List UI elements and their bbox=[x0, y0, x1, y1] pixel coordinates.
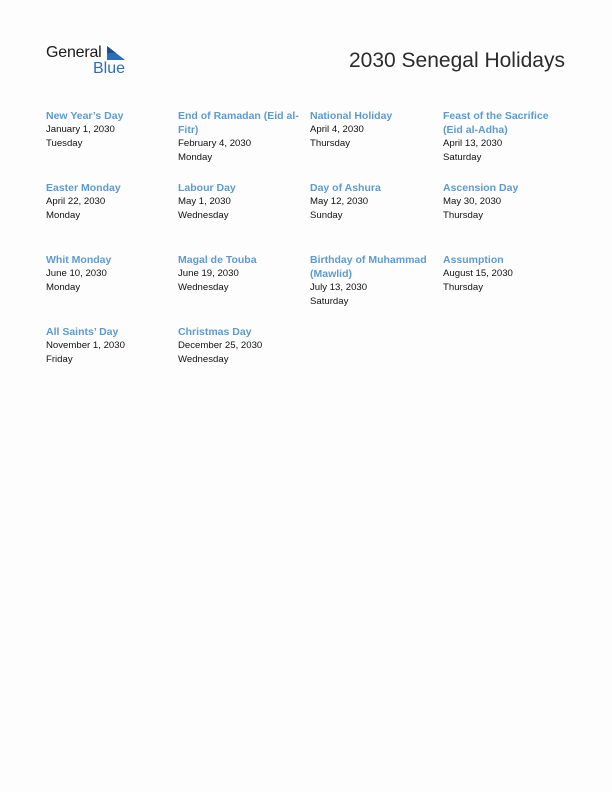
holiday-weekday: Friday bbox=[46, 354, 73, 365]
holiday-name: Ascension Day bbox=[443, 182, 519, 194]
holiday-weekday: Wednesday bbox=[178, 282, 229, 293]
generalblue-logo bbox=[46, 44, 136, 80]
holiday-entry bbox=[443, 181, 571, 223]
holiday-weekday: Monday bbox=[178, 152, 213, 163]
holiday-name: Magal de Touba bbox=[178, 254, 257, 266]
holiday-name: Assumption bbox=[443, 254, 504, 266]
logo-word-general: General bbox=[46, 44, 102, 61]
holiday-weekday: Wednesday bbox=[178, 354, 229, 365]
holiday-name: Feast of the Sacrifice (Eid al-Adha) bbox=[443, 110, 549, 136]
holiday-date: May 1, 2030 bbox=[178, 196, 231, 207]
holiday-entry bbox=[46, 253, 174, 295]
holiday-entry bbox=[46, 325, 174, 367]
holiday-weekday: Thursday bbox=[310, 138, 350, 149]
holiday-name: Christmas Day bbox=[178, 326, 252, 338]
holiday-name: Day of Ashura bbox=[310, 182, 381, 194]
holiday-date: January 1, 2030 bbox=[46, 124, 115, 135]
holiday-name: All Saints’ Day bbox=[46, 326, 119, 338]
holiday-date: November 1, 2030 bbox=[46, 340, 125, 351]
page-title: 2030 Senegal Holidays bbox=[349, 49, 565, 72]
holiday-date: February 4, 2030 bbox=[178, 138, 252, 149]
holiday-date: April 22, 2030 bbox=[46, 196, 106, 207]
holiday-date: December 25, 2030 bbox=[178, 340, 263, 351]
holiday-weekday: Monday bbox=[46, 282, 81, 293]
holiday-date: May 30, 2030 bbox=[443, 196, 502, 207]
holiday-entry bbox=[310, 253, 438, 309]
holiday-entry bbox=[443, 253, 571, 295]
holiday-date: May 12, 2030 bbox=[310, 196, 369, 207]
holiday-name: National Holiday bbox=[310, 110, 393, 122]
holiday-weekday: Monday bbox=[46, 210, 81, 221]
holiday-date: April 4, 2030 bbox=[310, 124, 364, 135]
holiday-entry bbox=[443, 109, 571, 165]
holiday-weekday: Saturday bbox=[310, 296, 349, 307]
holiday-date: June 19, 2030 bbox=[178, 268, 239, 279]
holiday-date: July 13, 2030 bbox=[310, 282, 368, 293]
holiday-date: June 10, 2030 bbox=[46, 268, 107, 279]
holiday-entry bbox=[310, 109, 438, 151]
holiday-entry bbox=[178, 325, 306, 367]
holiday-name: End of Ramadan (Eid al-Fitr) bbox=[178, 110, 299, 136]
holiday-name: Birthday of Muhammad (Mawlid) bbox=[310, 254, 427, 280]
holiday-entry bbox=[310, 181, 438, 223]
holiday-name: Whit Monday bbox=[46, 254, 112, 266]
holiday-weekday: Wednesday bbox=[178, 210, 229, 221]
logo-word-blue: Blue bbox=[93, 60, 126, 77]
holiday-date: August 15, 2030 bbox=[443, 268, 513, 279]
holiday-entry bbox=[178, 109, 306, 165]
holiday-name: Labour Day bbox=[178, 182, 236, 194]
holiday-weekday: Thursday bbox=[443, 282, 483, 293]
holiday-entry bbox=[178, 253, 306, 295]
holiday-entry bbox=[46, 109, 174, 151]
logo-triangle-icon bbox=[107, 46, 125, 60]
holiday-weekday: Saturday bbox=[443, 152, 482, 163]
holiday-weekday: Tuesday bbox=[46, 138, 83, 149]
holiday-name: New Year’s Day bbox=[46, 110, 124, 122]
holiday-entry bbox=[46, 181, 174, 223]
holiday-weekday: Sunday bbox=[310, 210, 343, 221]
holiday-entry bbox=[178, 181, 306, 223]
holiday-date: April 13, 2030 bbox=[443, 138, 503, 149]
holiday-weekday: Thursday bbox=[443, 210, 483, 221]
holiday-name: Easter Monday bbox=[46, 182, 121, 194]
